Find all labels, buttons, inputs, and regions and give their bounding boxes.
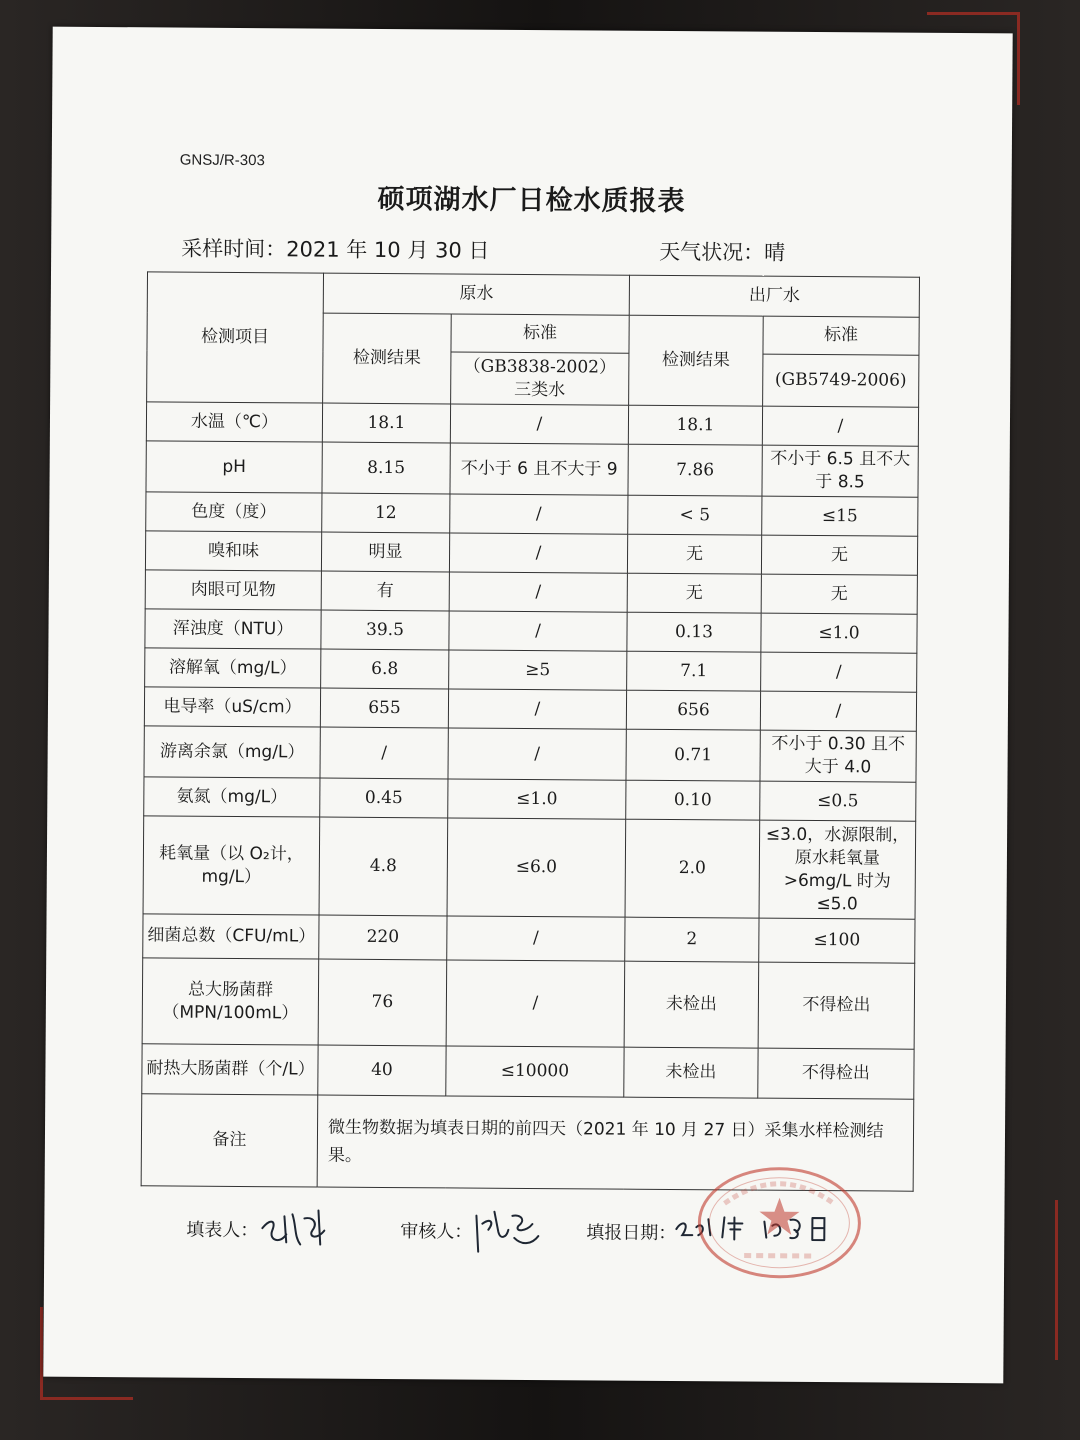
filler-signature [256,1200,336,1251]
row-raw-result: 39.5 [321,610,449,650]
row-raw-standard: / [448,728,626,780]
row-outlet-standard: ≤100 [759,918,915,963]
row-item: 总大肠菌群（MPN/100mL） [142,958,319,1045]
row-outlet-standard: ≤15 [762,496,918,536]
header-raw-standard: 标准 [451,314,629,353]
header-outlet-standard: 标准 [763,316,919,355]
table-row [146,402,918,446]
row-outlet-standard: 不小于 6.5 且不大于 8.5 [762,445,918,497]
row-raw-standard: / [450,494,628,534]
report-sheet [43,27,1012,1384]
table-row [142,1044,914,1099]
row-raw-standard: / [449,572,627,612]
row-outlet-result: 656 [626,690,760,730]
row-item: pH [146,441,322,493]
row-item: 水温（℃） [146,402,322,442]
row-raw-standard: ≤10000 [446,1046,624,1097]
outlet-standard-code: (GB5749-2006) [763,354,919,407]
row-raw-standard: / [448,689,626,729]
row-raw-result: 18.1 [322,403,450,443]
row-item: 耗氧量（以 O₂计，mg/L） [143,816,320,915]
row-outlet-result: 2.0 [625,819,760,918]
row-raw-result: 明显 [321,532,449,572]
row-outlet-result: < 5 [628,495,762,535]
official-seal-stamp [694,1163,865,1282]
row-raw-standard: / [450,404,628,444]
water-quality-table-wrap [141,271,919,1191]
table-row [144,687,916,731]
table-row [145,531,917,575]
table-row [146,441,918,497]
row-raw-result: 6.8 [321,649,449,689]
row-outlet-standard: / [762,406,918,446]
raw-standard-code: （GB3838-2002） [463,356,617,378]
row-outlet-result: 未检出 [624,1047,758,1098]
row-raw-standard: ≤6.0 [447,818,626,917]
table-row [144,726,916,782]
row-outlet-result: 7.86 [628,444,762,496]
row-raw-standard: / [449,533,627,573]
table-row [143,816,916,919]
row-outlet-result: 2 [625,917,759,962]
header-raw-water: 原水 [323,273,629,315]
row-raw-standard: / [449,611,627,651]
table-row [145,609,917,653]
table-row [144,777,916,821]
row-outlet-result: 无 [627,573,761,613]
reviewer-signature [468,1202,548,1258]
page-title: 硕项湖水厂日检水质报表 [377,183,686,218]
row-raw-result: 220 [319,915,447,960]
row-raw-result: 12 [322,493,450,533]
row-outlet-result: 0.13 [627,612,761,652]
row-raw-result: 655 [320,688,448,728]
row-raw-result: 有 [321,571,449,611]
row-item: 游离余氯（mg/L） [144,726,320,778]
row-item: 溶解氧（mg/L） [145,648,321,688]
header-outlet-result: 检测结果 [629,315,764,406]
row-raw-result: 76 [318,959,447,1046]
header-item: 检测项目 [147,272,324,403]
row-outlet-result: 无 [627,534,761,574]
row-outlet-standard: ≤0.5 [760,781,916,821]
row-raw-result: 40 [318,1045,446,1096]
row-item: 色度（度） [146,492,322,532]
water-quality-table [141,271,920,1191]
row-item: 嗅和味 [145,531,321,571]
row-outlet-standard: / [761,652,917,692]
row-outlet-result: 0.71 [626,729,760,781]
row-outlet-result: 18.1 [628,405,762,445]
table-row [146,492,918,536]
remarks-text: 微生物数据为填表日期的前四天（2021 年 10 月 27 日）采集水样检测结果。 [317,1095,914,1191]
row-raw-result: 0.45 [320,778,448,818]
row-item: 肉眼可见物 [145,570,321,610]
row-outlet-standard: 不得检出 [758,962,915,1049]
row-outlet-standard: ≤1.0 [761,613,917,653]
row-raw-standard: 不小于 6 且不大于 9 [450,443,628,495]
row-outlet-standard: 无 [761,574,917,614]
row-outlet-standard: / [760,691,916,731]
row-outlet-result: 7.1 [627,651,761,691]
row-item: 细菌总数（CFU/mL） [143,914,319,959]
table-row [143,914,915,963]
table-row [142,958,915,1049]
row-raw-standard: ≥5 [449,650,627,690]
sampling-time: 采样时间：2021 年 10 月 30 日 [181,236,490,263]
row-raw-standard: / [447,916,625,961]
weather-status: 天气状况：晴 [659,239,786,265]
header-raw-standard-code [451,352,629,405]
raw-standard-class: 三类水 [514,379,566,400]
remarks-label: 备注 [141,1094,318,1187]
table-row [145,570,917,614]
row-outlet-standard: ≤3.0，水源限制，原水耗氧量>6mg/L 时为≤5.0 [759,820,916,919]
row-raw-standard: ≤1.0 [448,779,626,819]
row-item: 耐热大肠菌群（个/L） [142,1044,318,1095]
fill-date-label: 填报日期： [586,1222,677,1245]
table-row [145,648,917,692]
row-outlet-standard: 无 [761,535,917,575]
row-raw-result: / [320,727,448,779]
row-raw-standard: / [446,960,625,1047]
row-item: 浑浊度（NTU） [145,609,321,649]
row-outlet-standard: 不得检出 [758,1048,914,1099]
row-item: 电导率（uS/cm） [144,687,320,727]
row-outlet-result: 0.10 [626,780,760,820]
row-raw-result: 8.15 [322,442,450,494]
document-code: GNSJ/R-303 [179,151,265,170]
row-outlet-result: 未检出 [624,961,759,1048]
row-raw-result: 4.8 [319,817,448,916]
reviewer-label: 审核人： [400,1221,473,1243]
header-raw-result: 检测结果 [323,313,452,404]
row-item: 氨氮（mg/L） [144,777,320,817]
row-outlet-standard: 不小于 0.30 且不大于 4.0 [760,730,916,782]
frame-edge-bottom-right [1051,1200,1058,1360]
filler-label: 填表人： [186,1219,259,1242]
header-outlet-water: 出厂水 [629,275,919,317]
